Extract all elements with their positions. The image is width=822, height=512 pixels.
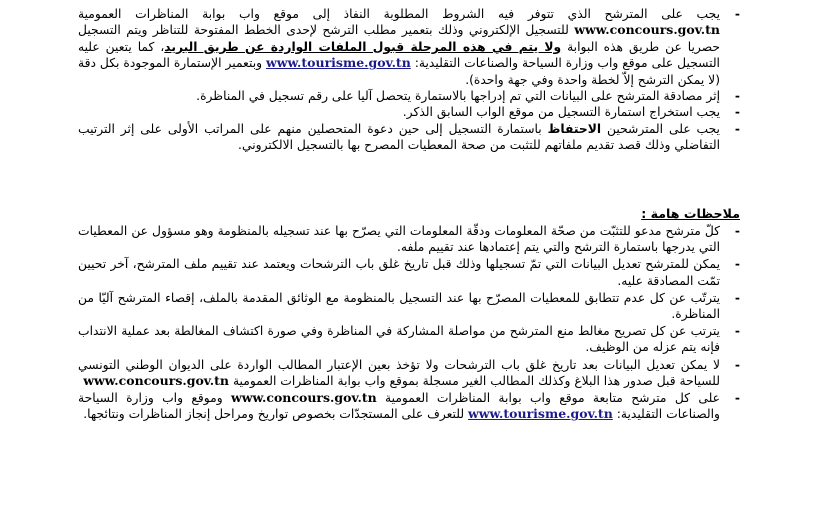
note-item-5: - لا يمكن تعديل البيانات بعد تاريخ غلق باب الترشحات ولا تؤخذ بعين الإعتبار المطالب الواردة على الديوان الوطني التونسي للسياحة قبل صدور هذا البلاغ وكذلك المطالب الغير مسجلة بموقع واب بوابة المناظرات العمومية www.concours.gov.tn	[78, 357, 742, 389]
instruction-item-2: - إثر مصادقة المترشح على البيانات التي تم إدراجها بالاستمارة يتحصل آليا على رقم تسجيل في المناظرة.	[78, 88, 742, 104]
concours-url[interactable]: www.concours.gov.tn	[83, 372, 230, 388]
instruction-list	[78, 6, 742, 154]
instruction-item-3: - يجب استخراج استمارة التسجيل من موقع الواب السابق الذكر.	[78, 104, 742, 120]
concours-url[interactable]: www.concours.gov.tn	[230, 390, 377, 406]
instruction-item-1: - يجب على المترشح الذي تتوفر فيه الشروط المطلوبة النفاذ إلى موقع واب بوابة المناظرات العمومية www.concours.gov.tn للتسجيل الإلكتروني وذلك بتعمير مطلب الترشح لإحدى الخطط المفتوحة للتناظر ويتم التسجيل حصريا عن طريق هذه البوابة ولا يتم في هذه المرحلة قبول الملفات الواردة عن طريق البريد، كما يتعين عليه التسجيل على موقع واب وزارة السياحة والصناعات التقليدية: www.tourisme.gov.tn وبتعمير الإستمارة الموجودة بكل دقة (لا يمكن الترشح إلاّ لخطة واحدة وفي جهة واحدة).	[78, 6, 742, 88]
mail-not-accepted-notice: ولا يتم في هذه المرحلة قبول الملفات الواردة عن طريق البريد	[164, 39, 562, 54]
note-item-6: - على كل مترشح متابعة موقع واب بوابة المناظرات العمومية www.concours.gov.tn وموقع واب وزارة السياحة والصناعات التقليدية: www.tourisme.gov.tn للتعرف على المستجدّات بخصوص تواريخ ومراحل إنجاز المناظرات ونتائجها.	[78, 390, 742, 422]
concours-url[interactable]: www.concours.gov.tn	[574, 22, 720, 38]
note-item-3: - يترتّب عن كل عدم تتطابق للمعطيات المصرّح بها عند التسجيل بالمنظومة مع الوثائق المقدمة بالملف، إقصاء المترشح آليّا من المناظرة.	[78, 290, 742, 322]
notes-list	[78, 223, 742, 422]
notes-heading: ملاحظات هامة :	[641, 206, 740, 221]
note-item-2: - يمكن للمترشح تعديل البيانات التي تمّ تسجيلها وذلك قبل تاريخ غلق باب الترشحات ويعتمد عند تقييم ملف المترشح، آخر تحيين تمّت المصادقة عليه.	[78, 256, 742, 288]
tourisme-link[interactable]: www.tourisme.gov.tn	[468, 406, 613, 422]
registration-instructions	[78, 6, 742, 154]
important-notes	[78, 206, 742, 422]
note-item-1: - كلّ مترشح مدعو للتثبّت من صحّة المعلومات ودقّة المعلومات التي يصرّح بها عند تسجيله بالمنظومة وهو مسؤول عن المعطيات التي يدرجها باستمارة الترشح والتي يتم إعتمادها عند تقييم ملفه.	[78, 223, 742, 255]
tourisme-link[interactable]: www.tourisme.gov.tn	[266, 55, 411, 71]
note-item-4: - يترتب عن كل تصريح مغالط منع المترشح من مواصلة المشاركة في المناظرة وفي صورة اكتشاف المغالطة بعد عملية الانتداب فإنه يتم عزله من الوظيف.	[78, 323, 742, 355]
instruction-item-4: - يجب على المترشحين الاحتفاظ باستمارة التسجيل إلى حين دعوة المتحصلين منهم على المراتب الأولى على إثر الترتيب التفاضلي وذلك قصد تقديم ملفاتهم للتثبت من صحة المعطيات المصرح بها بالتسجيل الالكتروني.	[78, 121, 742, 154]
keep-form-notice: الاحتفاظ	[547, 121, 602, 136]
